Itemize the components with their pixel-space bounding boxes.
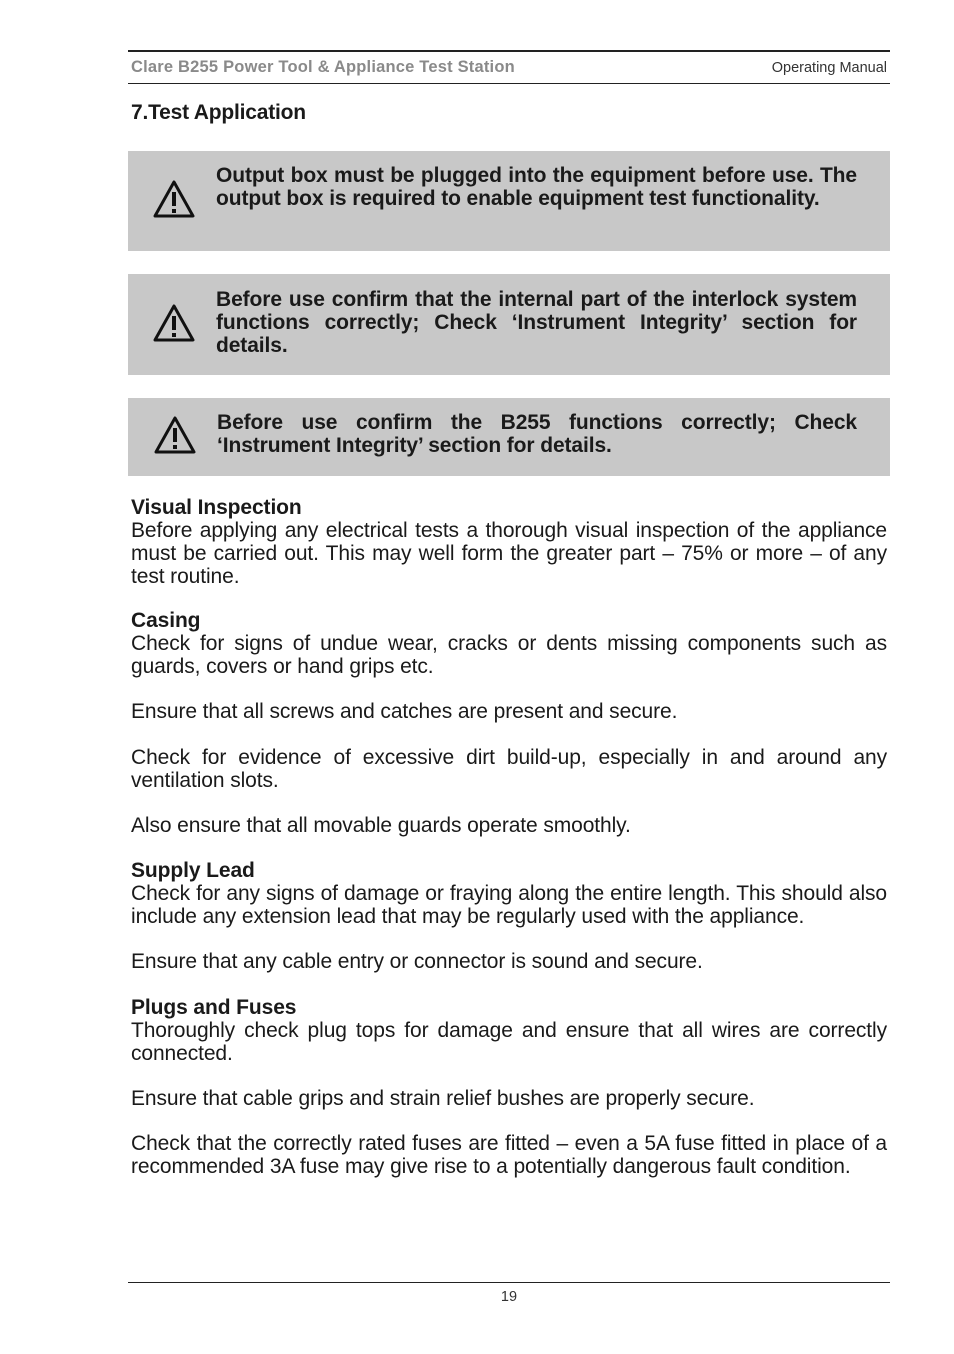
warning-triangle-icon [153,415,197,455]
casing-section [131,609,887,678]
warning-box-b255-functions [128,398,890,476]
warning-text: Output box must be plugged into the equipment before use. The output box is required to enable equipment test functionality. [216,164,857,210]
warning-text: Before use confirm the B255 functions correctly; Check ‘Instrument Integrity’ section for details. [217,411,857,457]
warning-box-interlock [128,274,890,375]
warning-box-output-box [128,151,890,251]
section-heading: Visual Inspection [131,496,302,519]
paragraph: Also ensure that all movable guards operate smoothly. [131,814,631,837]
paragraph: Check that the correctly rated fuses are fitted – even a 5A fuse fitted in place of a recommended 3A fuse may give rise to a potentially dangerous fault condition. [131,1132,887,1178]
section-heading: Casing [131,609,201,632]
paragraph: Check for signs of undue wear, cracks or dents missing components such as guards, covers or hand grips etc. [131,632,887,678]
warning-triangle-icon [152,179,196,219]
section-heading: Plugs and Fuses [131,996,297,1019]
paragraph: Thoroughly check plug tops for damage and ensure that all wires are correctly connected. [131,1019,887,1065]
page-header [128,50,890,84]
paragraph: Before applying any electrical tests a thorough visual inspection of the appliance must be carried out. This may well form the greater part – 75% or more – of any test routine. [131,519,887,588]
paragraph: Ensure that any cable entry or connector is sound and secure. [131,950,703,973]
paragraph: Ensure that cable grips and strain relief bushes are properly secure. [131,1087,755,1110]
paragraph: Check for evidence of excessive dirt build-up, especially in and around any ventilation slots. [131,746,887,792]
page-number: 19 [500,1289,518,1305]
paragraph: Ensure that all screws and catches are present and secure. [131,700,678,723]
warning-triangle-icon [152,303,196,343]
visual-inspection-section [131,496,887,588]
document-title: Clare B255 Power Tool & Appliance Test Station [131,58,515,76]
footer-divider [128,1282,890,1283]
paragraph: Check for any signs of damage or fraying along the entire length. This should also include any extension lead that may be regularly used with the appliance. [131,882,887,928]
manual-label: Operating Manual [771,60,887,76]
section-title: 7.Test Application [131,101,306,124]
section-heading: Supply Lead [131,859,255,882]
supply-lead-section [131,859,887,928]
plugs-and-fuses-section [131,996,887,1065]
warning-text: Before use confirm that the internal part of the interlock system functions correctly; Check ‘Instrument Integrity’ section for details. [216,288,857,357]
